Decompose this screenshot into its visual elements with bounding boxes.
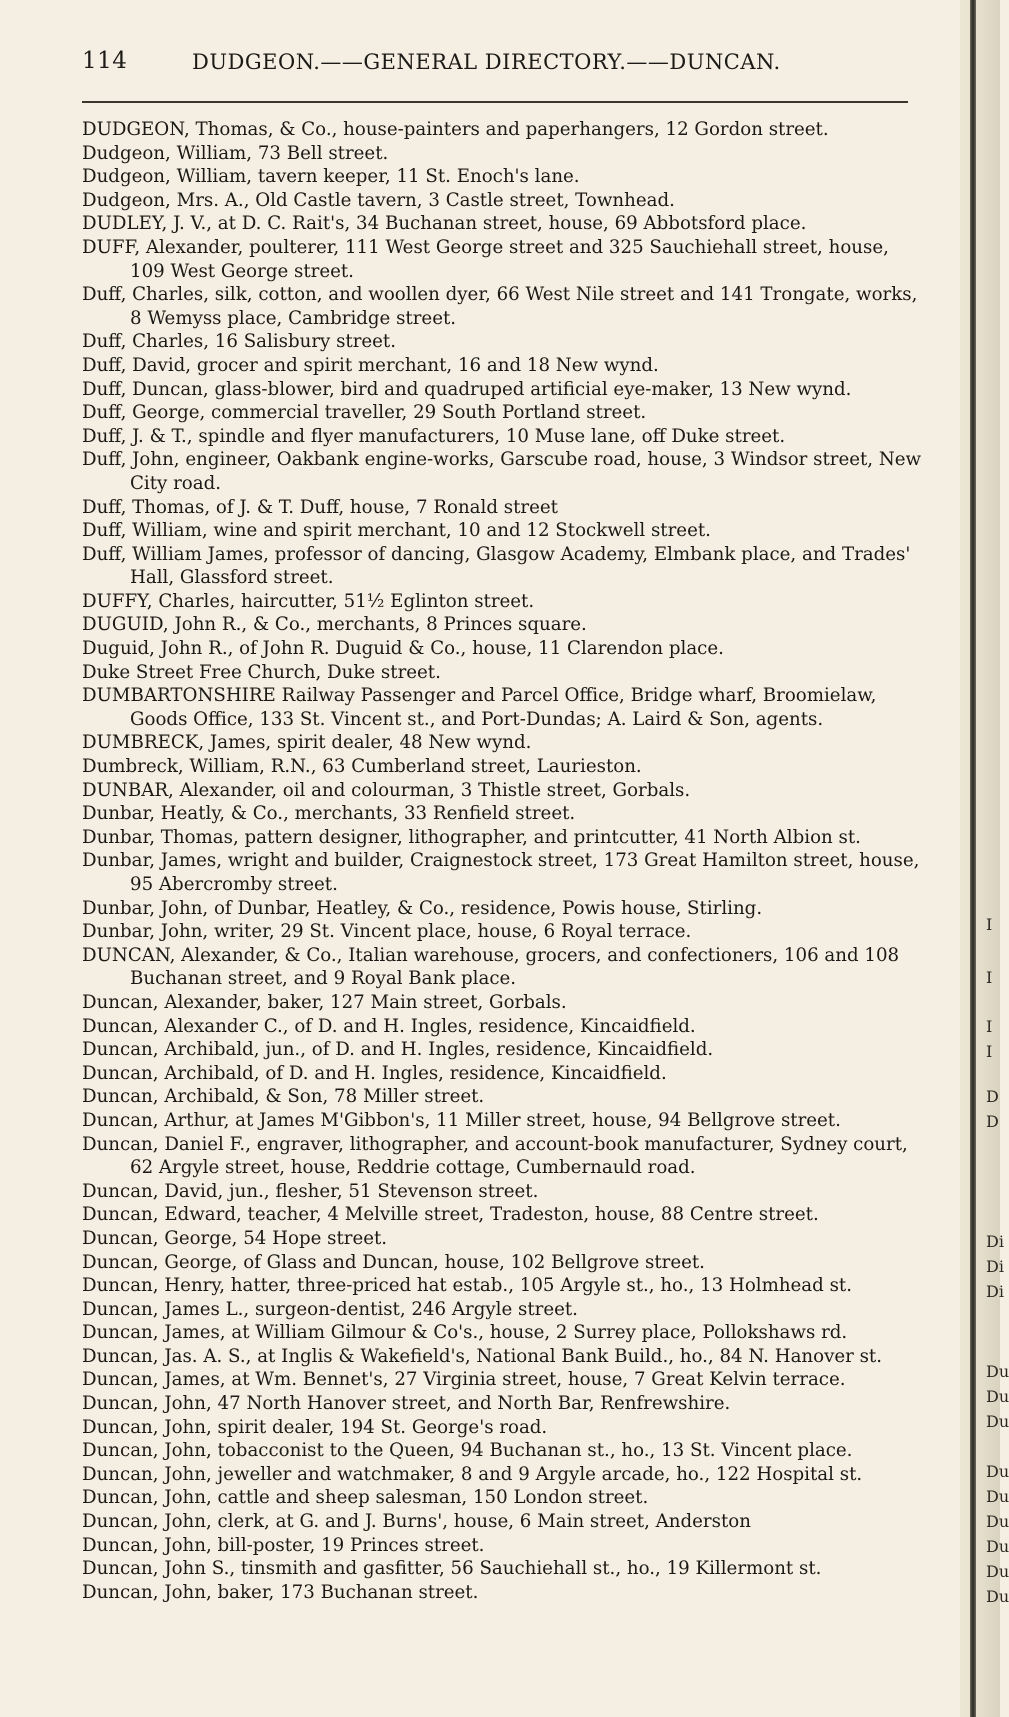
directory-entry: Dunbar, Thomas, pattern designer, lithographer, and printcutter, 41 North Albion st. (82, 826, 861, 848)
directory-entries (82, 118, 922, 1604)
directory-entry: Duncan, George, of Glass and Duncan, house, 102 Bellgrove street. (82, 1251, 705, 1273)
facing-page-fragment: Du (986, 1412, 1009, 1431)
directory-entry: DUMBRECK, James, spirit dealer, 48 New wynd. (82, 732, 532, 754)
directory-entry: Duff, John, engineer, Oakbank engine-works, Garscube road, house, 3 Windsor street, New City road. (82, 449, 922, 494)
directory-entry: Duff, William James, professor of dancing, Glasgow Academy, Elmbank place, and Trades' Hall, Glassford street. (82, 543, 911, 589)
directory-entry: Duff, Thomas, of J. & T. Duff, house, 7 Ronald street (82, 496, 558, 518)
directory-entry: Duncan, James, at William Gilmour & Co's., house, 2 Surrey place, Pollokshaws rd. (82, 1322, 848, 1344)
directory-entry: Dunbar, John, writer, 29 St. Vincent place, house, 6 Royal terrace. (82, 921, 692, 943)
directory-entry: Duguid, John R., of John R. Duguid & Co., house, 11 Clarendon place. (82, 638, 724, 660)
facing-page-fragment: Du (986, 1462, 1009, 1481)
book-spine (970, 0, 976, 1717)
directory-entry: Duncan, John, tobacconist to the Queen, 94 Buchanan st., ho., 13 St. Vincent place. (82, 1440, 853, 1462)
directory-entry: Duncan, Arthur, at James M'Gibbon's, 11 Miller street, house, 94 Bellgrove street. (82, 1109, 841, 1131)
facing-page-fragment: Di (986, 1257, 1004, 1276)
directory-entry: Duncan, Alexander C., of D. and H. Ingles, residence, Kincaidfield. (82, 1015, 696, 1037)
directory-entry: Duncan, John, cattle and sheep salesman, 150 London street. (82, 1487, 649, 1509)
directory-entry: Duff, Duncan, glass-blower, bird and quadruped artificial eye-maker, 13 New wynd. (82, 378, 852, 400)
facing-page-fragment: I (986, 915, 993, 934)
directory-entry: Duff, George, commercial traveller, 29 South Portland street. (82, 402, 647, 424)
facing-page-fragment: Du (986, 1587, 1009, 1606)
directory-entry: Dunbar, John, of Dunbar, Heatley, & Co., residence, Powis house, Stirling. (82, 897, 763, 919)
facing-page-edge (960, 0, 1000, 1717)
facing-page-fragment: Du (986, 1537, 1009, 1556)
directory-entry: Duncan, James, at Wm. Bennet's, 27 Virginia street, house, 7 Great Kelvin terrace. (82, 1369, 846, 1391)
directory-entry: Duff, David, grocer and spirit merchant, 16 and 18 New wynd. (82, 354, 659, 376)
directory-entry: Duncan, Henry, hatter, three-priced hat estab., 105 Argyle st., ho., 13 Holmhead st. (82, 1275, 852, 1297)
directory-entry: Dunbar, Heatly, & Co., merchants, 33 Renfield street. (82, 803, 576, 825)
directory-entry: DUDGEON, Thomas, & Co., house-painters and paperhangers, 12 Gordon street. (82, 119, 829, 140)
directory-entry: DUDLEY, J. V., at D. C. Rait's, 34 Buchanan street, house, 69 Abbotsford place. (82, 213, 807, 235)
facing-page-fragment: I (986, 968, 993, 987)
directory-entry: Duncan, John, bill-poster, 19 Princes street. (82, 1534, 485, 1556)
directory-entry: Dudgeon, William, 73 Bell street. (82, 142, 389, 164)
directory-entry: Duncan, John S., tinsmith and gasfitter, 56 Sauchiehall st., ho., 19 Killermont st. (82, 1558, 822, 1580)
facing-page-fragment: Du (986, 1362, 1009, 1381)
directory-entry: Duncan, David, jun., flesher, 51 Stevenson street. (82, 1180, 539, 1202)
directory-entry: Duncan, John, spirit dealer, 194 St. George's road. (82, 1416, 548, 1438)
facing-page-fragment: Di (986, 1232, 1004, 1251)
directory-entry: Duncan, George, 54 Hope street. (82, 1227, 388, 1249)
directory-entry: Duff, William, wine and spirit merchant, 10 and 12 Stockwell street. (82, 520, 711, 542)
facing-page-fragment: Du (986, 1487, 1009, 1506)
directory-entry: Duncan, Daniel F., engraver, lithographer, and account-book manufacturer, Sydney court, 62 Argyle street, house, Reddrie cottage, Cumbernauld road. (82, 1133, 908, 1179)
directory-entry: DUNBAR, Alexander, oil and colourman, 3 Thistle street, Gorbals. (82, 779, 691, 801)
directory-entry: Duff, Charles, silk, cotton, and woollen dyer, 66 West Nile street and 141 Trongate, works, 8 Wemyss place, Cambridge street. (82, 284, 918, 329)
directory-entry: Duncan, Archibald, & Son, 78 Miller street. (82, 1086, 485, 1108)
facing-page-fragment: Du (986, 1512, 1009, 1531)
directory-entry: Duncan, Alexander, baker, 127 Main street, Gorbals. (82, 991, 567, 1013)
directory-entry: Dunbar, James, wright and builder, Craignestock street, 173 Great Hamilton street, house, 95 Abercromby street. (82, 850, 920, 895)
directory-entry: Duncan, John, 47 North Hanover street, and North Bar, Renfrewshire. (82, 1393, 731, 1415)
directory-entry: DUFFY, Charles, haircutter, 51½ Eglinton street. (82, 590, 535, 612)
directory-entry: Duncan, John, clerk, at G. and J. Burns', house, 6 Main street, Anderston (82, 1511, 751, 1533)
facing-page-fragment: Di (986, 1282, 1004, 1301)
directory-entry: DUGUID, John R., & Co., merchants, 8 Princes square. (82, 614, 587, 636)
directory-entry: DUFF, Alexander, poulterer, 111 West George street and 325 Sauchiehall street, house, 109 West George street. (82, 236, 889, 282)
directory-entry: Duncan, James L., surgeon-dentist, 246 Argyle street. (82, 1298, 578, 1320)
facing-page-fragment: D (986, 1087, 999, 1106)
directory-entry: Duncan, Archibald, of D. and H. Ingles, residence, Kincaidfield. (82, 1062, 667, 1084)
directory-entry: Duncan, Archibald, jun., of D. and H. Ingles, residence, Kincaidfield. (82, 1039, 714, 1061)
facing-page-fragment: Du (986, 1562, 1009, 1581)
directory-entry: Duff, J. & T., spindle and flyer manufacturers, 10 Muse lane, off Duke street. (82, 425, 786, 447)
page-number: 114 (82, 48, 128, 74)
directory-entry: Dudgeon, William, tavern keeper, 11 St. Enoch's lane. (82, 166, 580, 188)
running-title: DUDGEON.——GENERAL DIRECTORY.——DUNCAN. (192, 50, 781, 74)
directory-entry: Dumbreck, William, R.N., 63 Cumberland street, Laurieston. (82, 756, 642, 778)
directory-entry: Duncan, Edward, teacher, 4 Melville street, Tradeston, house, 88 Centre street. (82, 1204, 819, 1226)
facing-page-fragment: D (986, 1112, 999, 1131)
directory-entry: DUNCAN, Alexander, & Co., Italian warehouse, grocers, and confectioners, 106 and 108 Buchanan street, and 9 Royal Bank place. (82, 944, 900, 990)
directory-entry: Duff, Charles, 16 Salisbury street. (82, 331, 397, 353)
directory-entry: Duke Street Free Church, Duke street. (82, 661, 441, 683)
directory-entry: Duncan, John, baker, 173 Buchanan street. (82, 1581, 479, 1603)
page-header (82, 48, 922, 88)
directory-entry: Duncan, John, jeweller and watchmaker, 8 and 9 Argyle arcade, ho., 122 Hospital st. (82, 1463, 863, 1485)
facing-page-fragment: I (986, 1017, 993, 1036)
facing-page-fragment: Du (986, 1387, 1009, 1406)
directory-entry: Dudgeon, Mrs. A., Old Castle tavern, 3 Castle street, Townhead. (82, 189, 675, 211)
directory-entry: Duncan, Jas. A. S., at Inglis & Wakefield's, National Bank Build., ho., 84 N. Hanover st. (82, 1345, 883, 1367)
facing-page-fragment: I (986, 1042, 993, 1061)
directory-entry: DUMBARTONSHIRE Railway Passenger and Parcel Office, Bridge wharf, Broomielaw, Goods Office, 133 St. Vincent st., and Port-Dundas; A. Laird & Son, agents. (82, 685, 877, 730)
header-rule (82, 101, 908, 103)
